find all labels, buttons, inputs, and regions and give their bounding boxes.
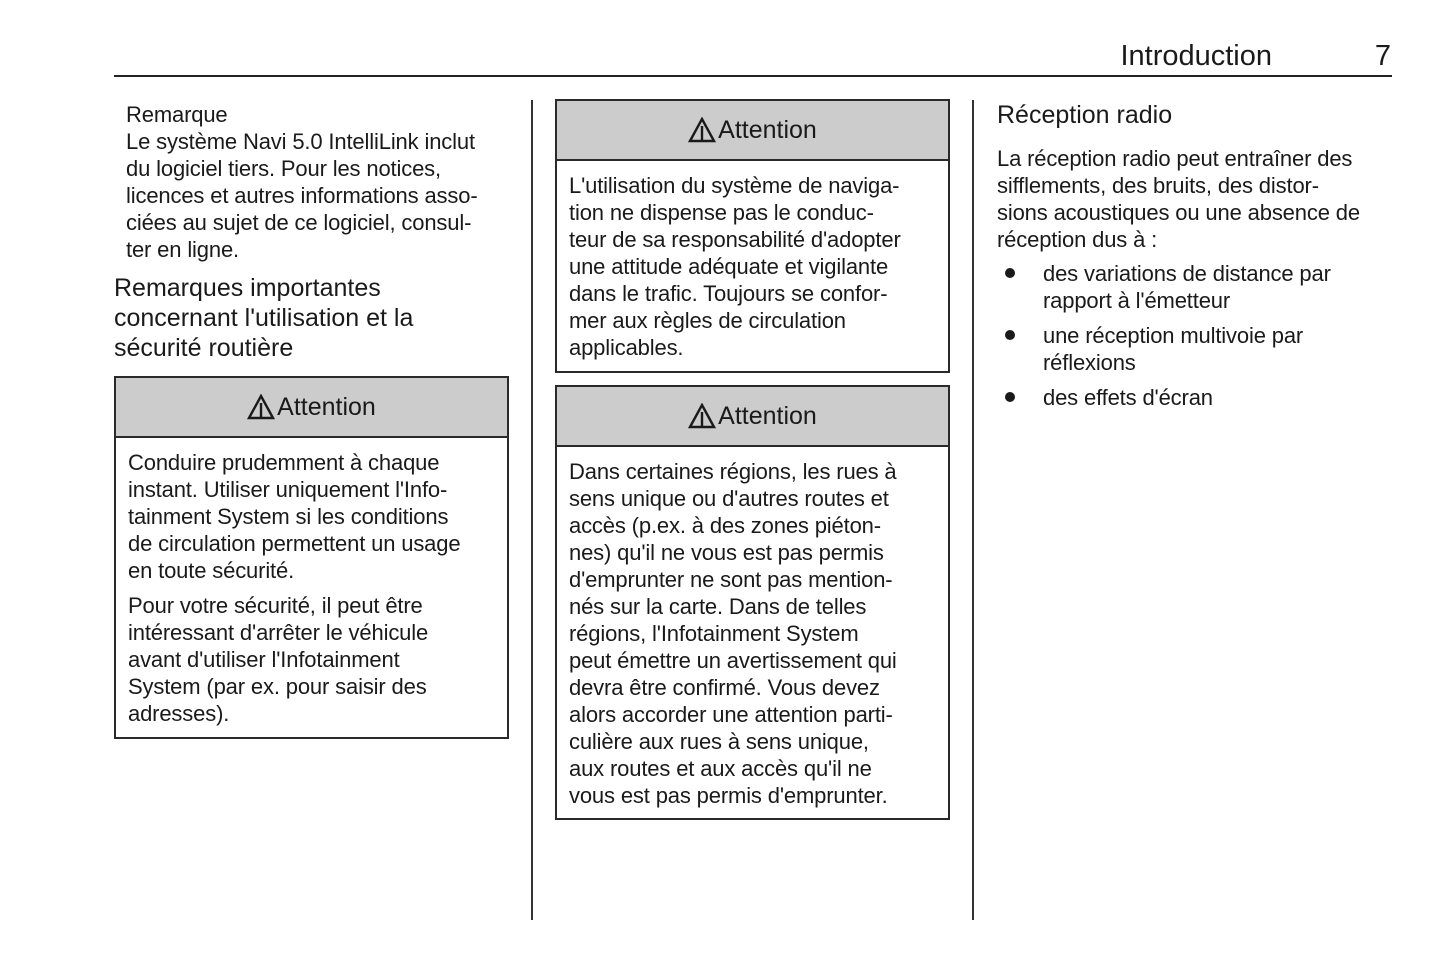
text-line: du logiciel tiers. Pour les notices,	[126, 156, 441, 181]
attention-header	[116, 378, 507, 438]
text-line: instant. Utiliser uniquement l'Info-	[128, 477, 448, 502]
bullet-icon	[1005, 392, 1015, 402]
bullet-icon	[1005, 330, 1015, 340]
list-item	[997, 260, 1397, 314]
header-rule	[114, 75, 1392, 77]
text-line: La réception radio peut entraîner des	[997, 146, 1353, 171]
warning-triangle-icon	[688, 403, 716, 429]
text-line: mer aux règles de circulation	[569, 308, 846, 333]
paragraph	[569, 172, 936, 361]
text-line: Réception radio	[997, 101, 1173, 129]
attention-body	[116, 438, 507, 727]
text-line: Conduire prudemment à chaque	[128, 450, 440, 475]
text-line: une attitude adéquate et vigilante	[569, 254, 889, 279]
text-line: licences et autres informations asso-	[126, 183, 478, 208]
paragraph	[569, 458, 936, 809]
text-line: tion ne dispense pas le conduc-	[569, 200, 874, 225]
text-line: teur de sa responsabilité d'adopter	[569, 227, 901, 252]
attention-body	[557, 161, 948, 361]
text-line: nes) qu'il ne vous est pas permis	[569, 540, 884, 565]
text-line: applicables.	[569, 335, 684, 360]
text-line: sens unique ou d'autres routes et	[569, 486, 889, 511]
text-line: des effets d'écran	[1043, 385, 1213, 410]
text-line: L'utilisation du système de naviga-	[569, 173, 900, 198]
text-line: une réception multivoie par	[1043, 323, 1304, 348]
text-line: d'emprunter ne sont pas mention-	[569, 567, 893, 592]
attention-box	[114, 376, 509, 739]
text-line: dans le trafic. Toujours se confor-	[569, 281, 888, 306]
text-line: rapport à l'émetteur	[1043, 288, 1231, 313]
section-heading	[997, 100, 1172, 130]
text-line: des variations de distance par	[1043, 261, 1331, 286]
text-line: devra être confirmé. Vous devez	[569, 675, 880, 700]
text-line: ciées au sujet de ce logiciel, consul-	[126, 210, 472, 235]
section-title: Introduction	[1120, 40, 1272, 72]
text-line: sions acoustiques ou une absence de	[997, 200, 1360, 225]
text-line: Le système Navi 5.0 IntelliLink inclut	[126, 129, 475, 154]
text-line: culière aux rues à sens unique,	[569, 729, 869, 754]
attention-body	[557, 447, 948, 809]
text-line: de circulation permettent un usage	[128, 531, 461, 556]
text-line: réception dus à :	[997, 227, 1158, 252]
attention-header	[557, 101, 948, 161]
attention-title: Attention	[718, 115, 817, 144]
text-line: accès (p.ex. à des zones piéton-	[569, 513, 881, 538]
text-line: réflexions	[1043, 350, 1136, 375]
text-line: Remarque	[126, 102, 228, 127]
text-line: peut émettre un avertissement qui	[569, 648, 897, 673]
bullet-list	[997, 260, 1397, 419]
text-line: en toute sécurité.	[128, 558, 295, 583]
warning-triangle-icon	[688, 117, 716, 143]
text-line: vous est pas permis d'emprunter.	[569, 783, 888, 808]
intro-paragraph	[997, 145, 1360, 253]
paragraph	[128, 592, 495, 727]
bullet-icon	[1005, 268, 1015, 278]
attention-box	[555, 385, 950, 820]
text-line: régions, l'Infotainment System	[569, 621, 859, 646]
text-line: Remarques importantes	[114, 274, 381, 302]
text-line: aux routes et aux accès qu'il ne	[569, 756, 872, 781]
section-heading	[114, 273, 413, 363]
text-line: tainment System si les conditions	[128, 504, 449, 529]
text-line: nés sur la carte. Dans de telles	[569, 594, 867, 619]
column-divider	[531, 100, 533, 920]
text-line: Pour votre sécurité, il peut être	[128, 593, 423, 618]
page-number: 7	[1374, 40, 1391, 72]
text-line: sécurité routière	[114, 334, 294, 362]
warning-triangle-icon	[247, 394, 275, 420]
text-line: adresses).	[128, 701, 230, 726]
text-line: ter en ligne.	[126, 237, 240, 262]
column-divider	[972, 100, 974, 920]
list-item	[997, 322, 1397, 376]
text-line: Dans certaines régions, les rues à	[569, 459, 897, 484]
attention-box	[555, 99, 950, 373]
text-line: alors accorder une attention parti-	[569, 702, 893, 727]
attention-title: Attention	[718, 401, 817, 430]
text-line: avant d'utiliser l'Infotainment	[128, 647, 400, 672]
attention-header	[557, 387, 948, 447]
text-line: intéressant d'arrêter le véhicule	[128, 620, 429, 645]
paragraph	[128, 449, 495, 584]
attention-title: Attention	[277, 392, 376, 421]
text-line: System (par ex. pour saisir des	[128, 674, 427, 699]
text-line: concernant l'utilisation et la	[114, 304, 414, 332]
note-block	[126, 101, 478, 263]
text-line: sifflements, des bruits, des distor-	[997, 173, 1319, 198]
list-item	[997, 384, 1397, 411]
